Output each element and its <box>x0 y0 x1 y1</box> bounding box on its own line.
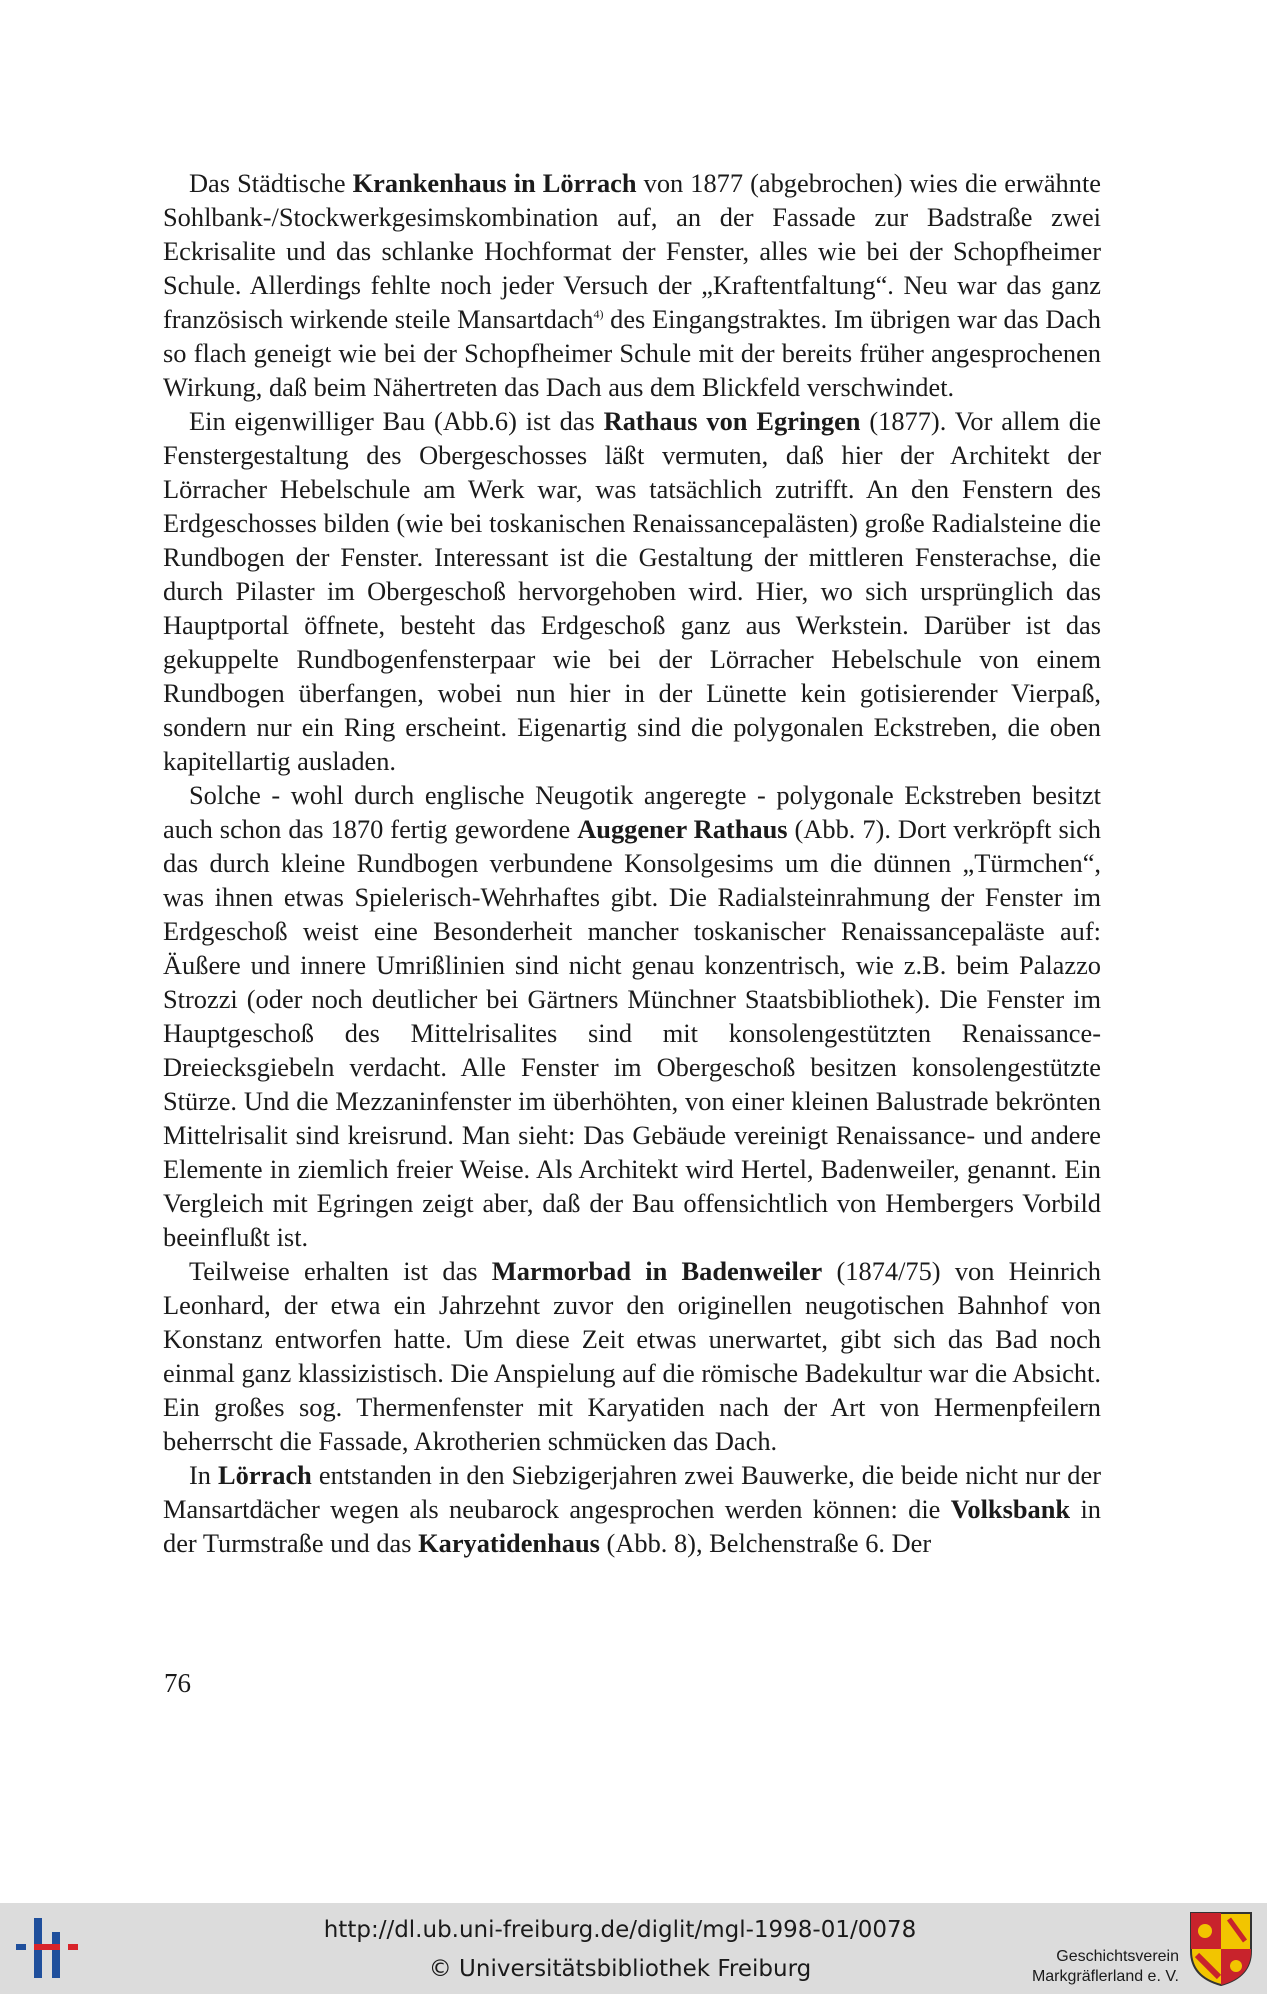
library-footer-bar <box>0 1903 1267 1994</box>
society-name-line-1: Geschichtsverein <box>1056 1948 1179 1965</box>
paragraph <box>163 404 1101 778</box>
bold-term: Marmorbad in Badenweiler <box>491 1256 823 1286</box>
text-run: (1874/75) von Heinrich Leonhard, der etwa ein Jahrzehnt zuvor den originellen neugotischen Bahnhof von Konstanz entworfen hatte. Um diese Zeit etwas unerwartet, gibt sich das Bad noch einmal ganz klassizistisch. Die Anspielung auf die römische Badekultur war die Absicht. Ein großes sog. Thermenfenster mit Karyatiden nach der Art von Hermenpfeilern beherrscht die Fassade, Akrotherien schmücken das Dach. <box>163 1256 1101 1456</box>
bold-term: Karyatidenhaus <box>418 1528 600 1558</box>
text-run: (Abb. 7). Dort verkröpft sich das durch kleine Rundbogen verbundene Konsolgesims um die dünnen „Türmchen“, was ihnen etwas Spielerisch-Wehrhaftes gibt. Die Radialsteinrahmung der Fenster im Erdgeschoß weist eine Besonderheit mancher toskanischer Renaissancepaläste auf: Äußere und innere Umrißlinien sind nicht genau konzentrisch, wie z.B. beim Palazzo Strozzi (oder noch deutlicher bei Gärtners Münchner Staatsbibliothek). Die Fenster im Hauptgeschoß des Mittelrisalites sind mit konsolengestützten Renaissance-Dreiecksgiebeln verdacht. Alle Fenster im Obergeschoß besitzen konsolengestützte Stürze. Und die Mezzaninfenster im überhöhten, von einer kleinen Balustrade bekrönten Mittelrisalit sind kreisrund. Man sieht: Das Gebäude vereinigt Renaissance- und andere Elemente in ziemlich freier Weise. Als Architekt wird Hertel, Badenweiler, genannt. Ein Vergleich mit Egringen zeigt aber, daß der Bau offensichtlich von Hembergers Vorbild beeinflußt ist. <box>163 814 1101 1252</box>
text-run: Teilweise erhalten ist das <box>189 1256 492 1286</box>
footnote-marker: 4) <box>593 307 604 321</box>
paragraph <box>163 166 1101 404</box>
society-name <box>1019 1947 1179 1987</box>
paragraph <box>163 778 1101 1254</box>
ub-freiburg-logo-icon <box>12 1916 82 1980</box>
paragraph <box>163 1254 1101 1458</box>
bold-term: Rathaus von Egringen <box>603 406 861 436</box>
copyright-notice: © Universitätsbibliothek Freiburg <box>428 1956 812 1982</box>
page-number: 76 <box>164 1668 191 1698</box>
text-run: (Abb. 8), Belchenstraße 6. Der <box>599 1528 932 1558</box>
text-run: von 1877 (abgebrochen) wies die erwähnte Sohlbank-/Stockwerkgesimskombination auf, an der Fassade zur Badstraße zwei Eckrisalite und das schlanke Hochformat der Fenster, alles wie bei der Schopfheimer Schule. Allerdings fehlte noch jeder Versuch der „Kraftentfaltung“. Neu war das ganz französisch wirkende steile Mansartdach <box>163 168 1101 334</box>
bold-term: Auggener Rathaus <box>577 814 788 844</box>
text-run: In <box>189 1460 219 1490</box>
text-run: des Eingangstraktes. Im übrigen war das Dach so flach geneigt wie bei der Schopfheimer Schule mit der bereits früher angesprochenen Wirkung, daß beim Nähertreten das Dach aus dem Blickfeld verschwindet. <box>163 304 1102 402</box>
text-run: Das Städtische <box>189 168 353 198</box>
text-run: in der Turmstraße und das <box>163 1494 1101 1558</box>
text-run: Solche - wohl durch englische Neugotik angeregte - polygonale Eckstreben besitzt auch schon das 1870 fertig gewordene <box>163 780 1101 844</box>
coat-of-arms-icon <box>1189 1911 1253 1987</box>
bold-term: Volksbank <box>950 1494 1071 1524</box>
text-run: (1877). Vor allem die Fenstergestaltung des Obergeschosses läßt vermuten, daß hier der Architekt der Lörracher Hebelschule am Werk war, was tatsächlich zutrifft. An den Fenstern des Erdgeschosses bilden (wie bei toskanischen Renaissancepalästen) große Radialsteine die Rundbogen der Fenster. Interessant ist die Gestaltung der mittleren Fensterachse, die durch Pilaster im Obergeschoß hervorgehoben wird. Hier, wo sich ursprünglich das Hauptportal öffnete, besteht das Erdgeschoß ganz aus Werkstein. Darüber ist das gekuppelte Rundbogenfensterpaar wie bei der Lörracher Hebelschule von einem Rundbogen überfangen, wobei nun hier in der Lünette kein gotisierender Vierpaß, sondern nur ein Ring erscheint. Eigenartig sind die polygonalen Eckstreben, die oben kapitellartig ausladen. <box>163 406 1101 776</box>
text-run: entstanden in den Siebzigerjahren zwei Bauwerke, die beide nicht nur der Mansartdächer wegen als neubarock angesprochen werden können: die <box>163 1460 1101 1524</box>
bold-term: Lörrach <box>218 1460 312 1490</box>
society-name-line-2: Markgräflerland e. V. <box>1031 1968 1179 1985</box>
bold-term: Krankenhaus in Lörrach <box>352 168 637 198</box>
digitization-url-link[interactable]: http://dl.ub.uni-freiburg.de/diglit/mgl-1998-01/0078 <box>323 1917 917 1943</box>
text-run: Ein eigenwilliger Bau (Abb.6) ist das <box>189 406 604 436</box>
paragraph <box>163 1458 1101 1560</box>
page-body-text <box>163 166 1101 1560</box>
